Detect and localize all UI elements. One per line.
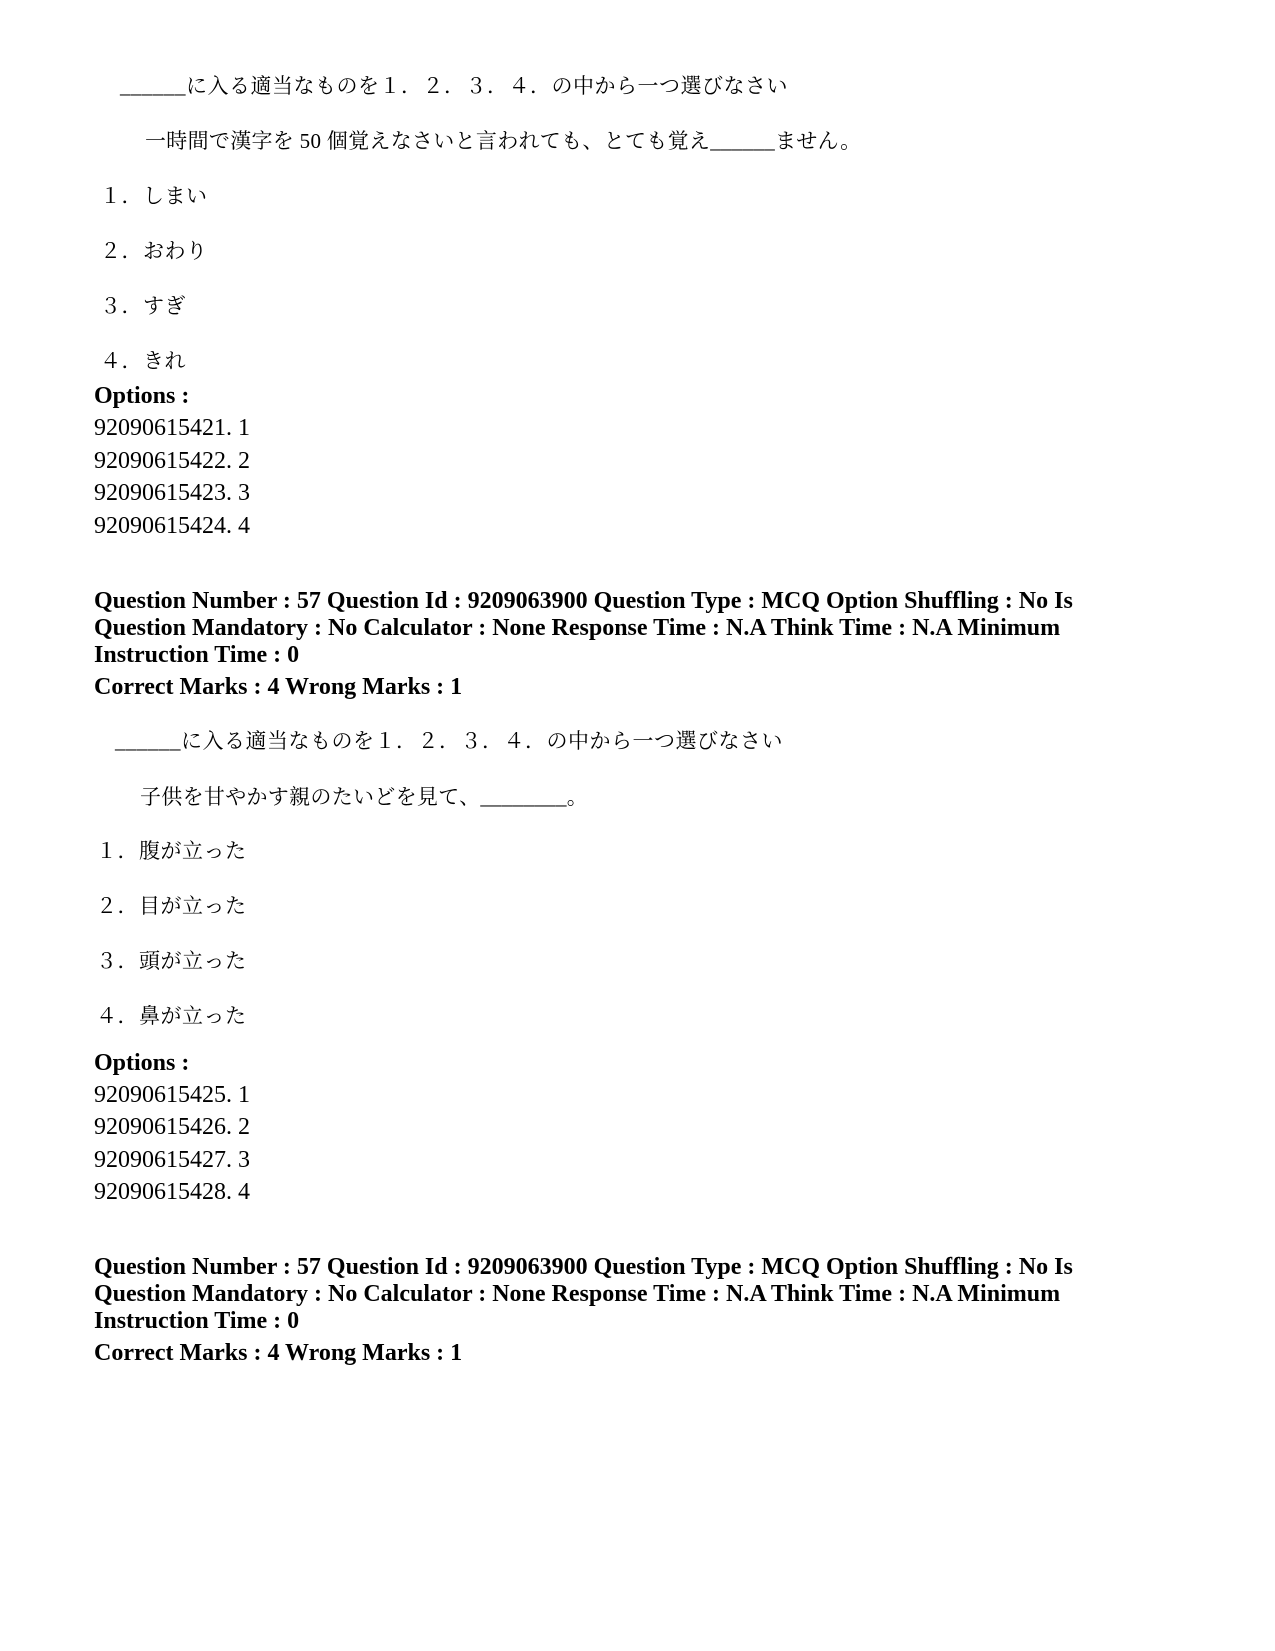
marks-line: Correct Marks : 4 Wrong Marks : 1 xyxy=(94,674,463,700)
question-header-line: Question Mandatory : No Calculator : None Response Time : N.A Think Time : N.A Minimum xyxy=(94,1281,1061,1307)
question-header-line: Question Number : 57 Question Id : 9209063900 Question Type : MCQ Option Shuffling : No Is xyxy=(94,588,1073,614)
option-item: 92090615428. 4 xyxy=(94,1179,250,1205)
option-item: 92090615425. 1 xyxy=(94,1082,250,1108)
marks-line: Correct Marks : 4 Wrong Marks : 1 xyxy=(94,1340,463,1366)
choice-4: ４．鼻が立った xyxy=(96,1004,247,1028)
question-instruction: ______に入る適当なものを１．２．３．４．の中から一つ選びなさい xyxy=(120,74,788,98)
option-item: 92090615423. 3 xyxy=(94,480,250,506)
question-sentence: 子供を甘やかす親のたいどを見て、________。 xyxy=(140,785,589,809)
option-item: 92090615426. 2 xyxy=(94,1114,250,1140)
options-label: Options : xyxy=(94,1050,190,1076)
question-header-line: Instruction Time : 0 xyxy=(94,642,300,668)
question-header-line: Question Number : 57 Question Id : 9209063900 Question Type : MCQ Option Shuffling : No Is xyxy=(94,1254,1073,1280)
choice-4: ４．きれ xyxy=(100,349,186,373)
choice-2: ２．おわり xyxy=(100,239,208,263)
option-item: 92090615421. 1 xyxy=(94,415,250,441)
question-header-line: Instruction Time : 0 xyxy=(94,1308,300,1334)
question-sentence: 一時間で漢字を 50 個覚えなさいと言われても、とても覚え______ません。 xyxy=(145,129,862,153)
option-item: 92090615427. 3 xyxy=(94,1147,250,1173)
choice-3: ３．すぎ xyxy=(100,294,186,318)
option-item: 92090615422. 2 xyxy=(94,448,250,474)
question-header-line: Question Mandatory : No Calculator : None Response Time : N.A Think Time : N.A Minimum xyxy=(94,615,1061,641)
question-instruction: ______に入る適当なものを１．２．３．４．の中から一つ選びなさい xyxy=(115,729,783,753)
choice-2: ２．目が立った xyxy=(96,894,247,918)
option-item: 92090615424. 4 xyxy=(94,513,250,539)
choice-3: ３．頭が立った xyxy=(96,949,247,973)
choice-1: １．腹が立った xyxy=(96,839,247,863)
choice-1: １．しまい xyxy=(100,184,208,208)
options-label: Options : xyxy=(94,383,190,409)
